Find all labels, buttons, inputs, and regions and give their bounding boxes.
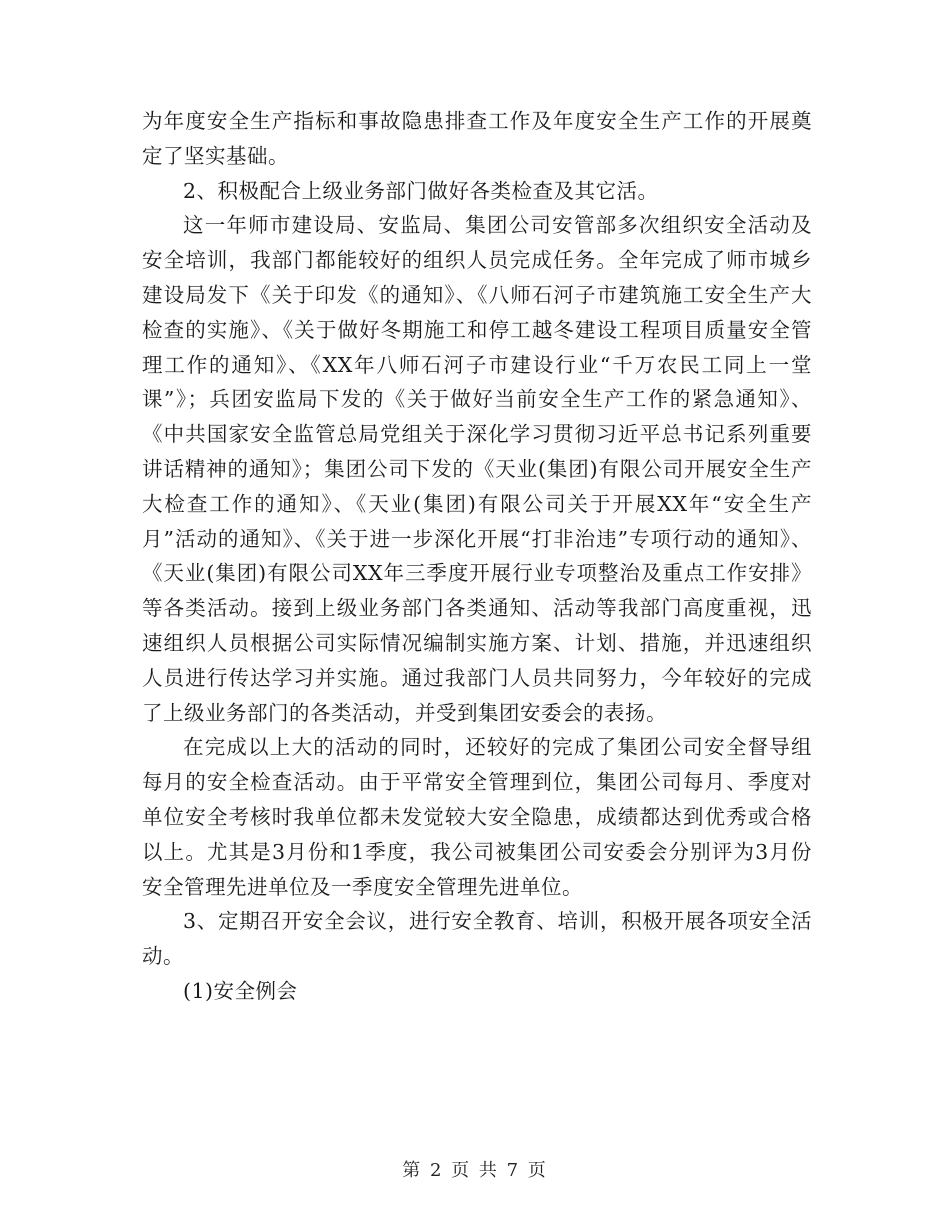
paragraph-item-2-heading: 2、积极配合上级业务部门做好各类检查及其它活。 [183,178,659,203]
paragraph-inspections: 在完成以上大的活动的同时，还较好的完成了集团公司安全督导组每月的安全检查活动。由于平常安全管理到位，集团公司每月、季度对单位安全考核时我单位都未发觉较大安全隐患，成绩都达到优秀或合格以上。尤其是3月份和1季度，我公司被集团公司安委会分别评为3月份安全管理先进单位及一季度安全管理先进单位。 [142,735,812,899]
paragraph-item-3-heading: 3、定期召开安全会议，进行安全教育、培训，积极开展各项安全活动。 [142,909,812,969]
paragraph-subitem-1-heading: (1)安全例会 [183,978,298,1003]
paragraph-continuation: 为年度安全生产指标和事故隐患排查工作及年度安全生产工作的开展奠定了坚实基础。 [142,109,812,168]
paragraph-activities: 这一年师市建设局、安监局、集团公司安管部多次组织安全活动及安全培训，我部门都能较好的组织人员完成任务。全年完成了师市城乡建设局发下《关于印发《的通知》、《八师石河子市建筑施工安全生产大检查的实施》、《关于做好冬期施工和停工越冬建设工程项目质量安全管理工作的通知》、《XX年八师石河子市建设行业“千万农民工同上一堂课”》；兵团安监局下发的《关于做好当前安全生产工作的紧急通知》、《中共国家安全监管总局党组关于深化学习贯彻习近平总书记系列重要讲话精神的通知》；集团公司下发的《天业(集团)有限公司开展安全生产大检查工作的通知》、《天业(集团)有限公司关于开展XX年“安全生产月”活动的通知》、《关于进一步深化开展“打非治违”专项行动的通知》、《天业(集团)有限公司XX年三季度开展行业专项整治及重点工作安排》等各类活动。接到上级业务部门各类通知、活动等我部门高度重视，迅速组织人员根据公司实际情况编制实施方案、计划、措施，并迅速组织人员进行传达学习并实施。通过我部门人员共同努力，今年较好的完成了上级业务部门的各类活动，并受到集团安委会的表扬。 [142,213,812,725]
page-number-footer: 第 2 页 共 7 页 [402,1160,548,1181]
document-body [142,104,812,1009]
